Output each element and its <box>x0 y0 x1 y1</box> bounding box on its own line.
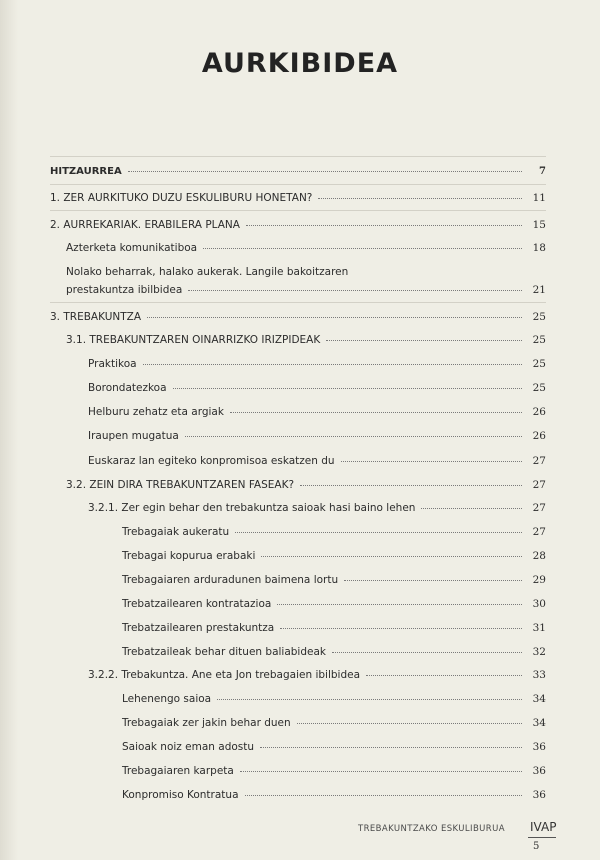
dot-leader <box>217 699 522 700</box>
toc-entry-lehenengo-saioa[interactable] <box>122 693 546 705</box>
dot-leader <box>173 388 522 389</box>
toc-entry-section-3-2[interactable] <box>66 479 546 491</box>
toc-entry-label: Konpromiso Kontratua <box>122 789 239 801</box>
toc-entry-section-3-1[interactable] <box>66 334 546 346</box>
dot-leader <box>230 412 522 413</box>
toc-entry-page: 27 <box>532 526 546 538</box>
toc-entry-label: HITZAURREA <box>50 166 122 177</box>
dot-leader <box>332 652 522 653</box>
toc-entry-page: 11 <box>532 192 546 204</box>
toc-entry-label: Azterketa komunikatiboa <box>66 242 198 254</box>
separator <box>50 156 546 157</box>
dot-leader <box>260 747 522 748</box>
page-title: AURKIBIDEA <box>201 48 399 79</box>
dot-leader <box>366 675 522 676</box>
page-gutter-shadow <box>0 0 18 860</box>
dot-leader <box>128 171 522 172</box>
dot-leader <box>421 508 522 509</box>
toc-entry-baliabideak[interactable] <box>122 646 546 658</box>
toc-entry-label: Lehenengo saioa <box>122 693 212 705</box>
toc-entry-iraupen[interactable] <box>88 430 546 442</box>
toc-entry-label: 3. TREBAKUNTZA <box>50 311 142 323</box>
footer-page-number: 5 <box>533 841 540 852</box>
toc-entry-page: 7 <box>539 166 546 177</box>
toc-entry-page: 25 <box>532 382 546 394</box>
toc-entry-kontratazioa[interactable] <box>122 598 546 610</box>
toc-entry-praktikoa[interactable] <box>88 358 546 370</box>
toc-entry-azterketa[interactable] <box>66 242 546 254</box>
dot-leader <box>246 225 522 226</box>
toc-entry-label: Euskaraz lan egiteko konpromisoa eskatzen du <box>88 455 335 467</box>
toc-entry-karpeta[interactable] <box>122 765 546 777</box>
toc-entry-label: 3.2.2. Trebakuntza. Ane eta Jon trebagaien ibilbidea <box>88 669 361 681</box>
toc-entry-prestakuntza[interactable] <box>122 622 546 634</box>
toc-entry-page: 34 <box>532 693 546 705</box>
dot-leader <box>344 580 522 581</box>
toc-entry-borondatezkoa[interactable] <box>88 382 546 394</box>
toc-entry-konpromiso-kontratua[interactable] <box>122 789 546 801</box>
dot-leader <box>235 532 522 533</box>
toc-entry-page: 21 <box>532 284 546 296</box>
dot-leader <box>143 364 522 365</box>
toc-entry-page: 33 <box>532 669 546 681</box>
toc-entry-chapter-1[interactable] <box>50 192 546 204</box>
toc-entry-page: 32 <box>532 646 546 658</box>
toc-entry-label: Trebagai kopurua erabaki <box>122 550 256 562</box>
dot-leader <box>300 485 522 486</box>
toc-entry-label-line1: Nolako beharrak, halako aukerak. Langile bakoitzaren <box>66 266 349 278</box>
toc-entry-page: 25 <box>532 311 546 323</box>
toc-entry-page: 36 <box>532 789 546 801</box>
toc-entry-label: Trebagaiak aukeratu <box>122 526 230 538</box>
toc-entry-page: 30 <box>532 598 546 610</box>
toc-entry-page: 29 <box>532 574 546 586</box>
dot-leader <box>341 461 522 462</box>
toc-entry-trebagaiak-aukeratu[interactable] <box>122 526 546 538</box>
toc-entry-page: 25 <box>532 358 546 370</box>
footer-book-title: TREBAKUNTZAKO ESKULIBURUA <box>358 824 505 834</box>
dot-leader <box>326 340 522 341</box>
toc-entry-saioak-noiz[interactable] <box>122 741 546 753</box>
dot-leader <box>277 604 522 605</box>
toc-entry-baimena-lortu[interactable] <box>122 574 546 586</box>
toc-entry-hitzaurrea[interactable] <box>50 166 546 177</box>
toc-entry-page: 26 <box>532 406 546 418</box>
toc-entry-label: Trebagaiak zer jakin behar duen <box>122 717 291 729</box>
toc-entry-label: 3.2.1. Zer egin behar den trebakuntza saioak hasi baino lehen <box>88 502 416 514</box>
dot-leader <box>318 198 522 199</box>
toc-entry-euskaraz[interactable] <box>88 455 546 467</box>
toc-entry-label: Saioak noiz eman adostu <box>122 741 255 753</box>
toc-entry-page: 27 <box>532 455 546 467</box>
toc-entry-label: prestakuntza ibilbidea <box>66 284 183 296</box>
toc-entry-label: Borondatezkoa <box>88 382 167 394</box>
dot-leader <box>240 771 522 772</box>
toc-entry-label: Trebatzailearen kontratazioa <box>122 598 272 610</box>
footer-divider <box>528 837 556 838</box>
toc-entry-label: 3.1. TREBAKUNTZAREN OINARRIZKO IRIZPIDEAK <box>66 334 321 346</box>
footer-brand: IVAP <box>530 820 557 834</box>
toc-entry-label: 3.2. ZEIN DIRA TREBAKUNTZAREN FASEAK? <box>66 479 295 491</box>
toc-entry-label: Iraupen mugatua <box>88 430 179 442</box>
toc-entry-section-3-2-2[interactable] <box>88 669 546 681</box>
toc-entry-page: 34 <box>532 717 546 729</box>
toc-entry-trebagai-kopurua[interactable] <box>122 550 546 562</box>
toc-entry-label: Trebatzaileak behar dituen baliabideak <box>122 646 326 658</box>
dot-leader <box>280 628 522 629</box>
toc-entry-page: 27 <box>532 502 546 514</box>
toc-entry-page: 26 <box>532 430 546 442</box>
toc-entry-chapter-2[interactable] <box>50 219 546 231</box>
toc-entry-zer-jakin[interactable] <box>122 717 546 729</box>
toc-entry-label: Helburu zehatz eta argiak <box>88 406 224 418</box>
dot-leader <box>245 795 522 796</box>
separator <box>50 184 546 185</box>
toc-entry-chapter-3[interactable] <box>50 311 546 323</box>
toc-entry-label: Praktikoa <box>88 358 137 370</box>
dot-leader <box>185 436 522 437</box>
dot-leader <box>188 290 522 291</box>
separator <box>50 210 546 211</box>
toc-entry-prestakuntza-ibilbidea[interactable] <box>66 284 546 296</box>
toc-entry-page: 18 <box>532 242 546 254</box>
dot-leader <box>147 317 522 318</box>
toc-entry-page: 25 <box>532 334 546 346</box>
toc-entry-helburu[interactable] <box>88 406 546 418</box>
dot-leader <box>297 723 522 724</box>
toc-entry-page: 28 <box>532 550 546 562</box>
toc-entry-label: 2. AURREKARIAK. ERABILERA PLANA <box>50 219 240 231</box>
toc-entry-label: Trebagaiaren arduradunen baimena lortu <box>122 574 339 586</box>
dot-leader <box>203 248 522 249</box>
toc-entry-page: 27 <box>532 479 546 491</box>
toc-entry-page: 15 <box>532 219 546 231</box>
toc-entry-page: 31 <box>532 622 546 634</box>
toc-entry-section-3-2-1[interactable] <box>88 502 546 514</box>
toc-entry-page: 36 <box>532 741 546 753</box>
toc-entry-label: Trebatzailearen prestakuntza <box>122 622 275 634</box>
toc-entry-page: 36 <box>532 765 546 777</box>
toc-entry-label: Trebagaiaren karpeta <box>122 765 234 777</box>
dot-leader <box>261 556 522 557</box>
toc-entry-label: 1. ZER AURKITUKO DUZU ESKULIBURU HONETAN? <box>50 192 313 204</box>
separator <box>50 302 546 303</box>
